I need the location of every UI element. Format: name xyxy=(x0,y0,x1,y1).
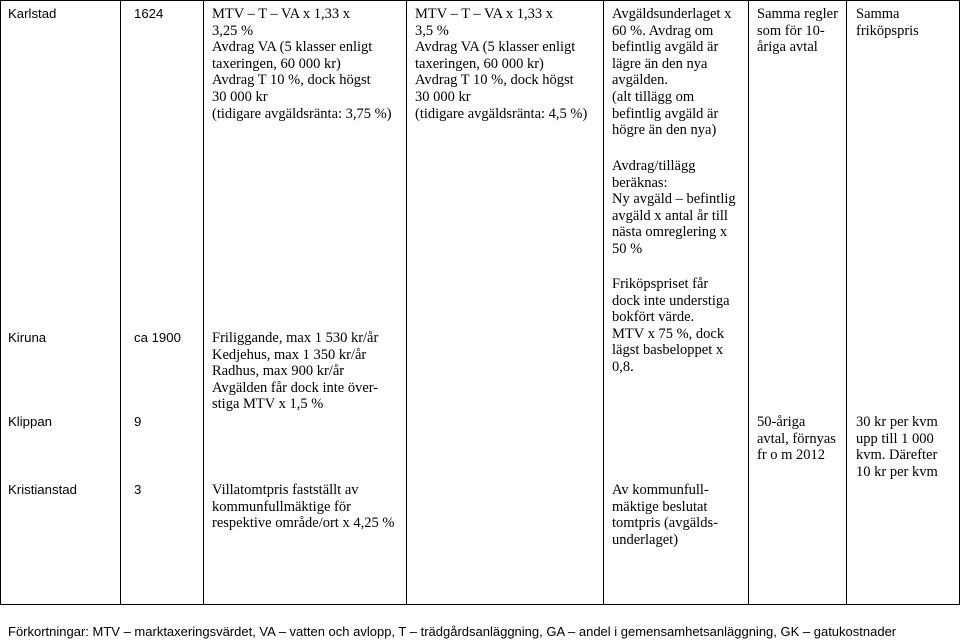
table-cell-transition-calc: Avdrag/tillägg beräknas: Ny avgäld – befintlig avgäld x antal år till nästa omreglering x 50 % xyxy=(612,158,736,257)
table-cell-other-agreements: 50-åriga avtal, förnyas fr o m 2012 xyxy=(757,414,836,464)
table-cell-municipality: Kiruna xyxy=(8,330,47,345)
table-cell-current-rules: Friliggande, max 1 530 kr/år Kedjehus, max 1 350 kr/år Radhus, max 900 kr/år Avgälden får dock inte över- stiga MTV x 1,5 % xyxy=(212,330,379,413)
table-cell-count: 3 xyxy=(134,482,142,497)
table-cell-redemption-price: 30 kr per kvm upp till 1 000 kvm. Därefter 10 kr per kvm xyxy=(856,414,938,480)
table-cell-new-rules: MTV – T – VA x 1,33 x 3,5 % Avdrag VA (5 klasser enligt taxeringen, 60 000 kr) Avdrag T 10 %, dock högst 30 000 kr (tidigare avgäldsränta: 4,5 %) xyxy=(415,6,588,122)
table-cell-transition: Friköpspriset får dock inte understiga bokfört värde. MTV x 75 %, dock lägst basbeloppet x 0,8. xyxy=(612,276,730,375)
table-cell-transition: Avgäldsunderlaget x 60 %. Avdrag om befintlig avgäld är lägre än den nya avgälden. (alt tillägg om befintlig avgäld är högre än den nya) xyxy=(612,6,732,139)
table-cell-current-rules: Villatomtpris fastställt av kommunfullmäktige för respektive område/ort x 4,25 % xyxy=(212,482,395,532)
table-border-left xyxy=(0,0,1,604)
footnote-abbreviations: Förkortningar: MTV – marktaxeringsvärdet, VA – vatten och avlopp, T – trädgårdsanläggning, GA – andel i gemensamhetsanläggning, GK – gatukostnader xyxy=(8,624,897,639)
table-cell-count: 1624 xyxy=(134,6,164,21)
column-divider xyxy=(120,0,121,604)
table-cell-other-agreements: Samma regler som för 10- åriga avtal xyxy=(757,6,838,56)
table-border-top xyxy=(0,0,960,1)
column-divider xyxy=(748,0,749,604)
table-border-bottom xyxy=(0,604,960,605)
table-cell-count: ca 1900 xyxy=(134,330,181,345)
table-cell-municipality: Klippan xyxy=(8,414,52,429)
table-cell-count: 9 xyxy=(134,414,142,429)
table-cell-municipality: Karlstad xyxy=(8,6,57,21)
column-divider xyxy=(203,0,204,604)
column-divider xyxy=(406,0,407,604)
column-divider xyxy=(846,0,847,604)
table-cell-redemption-price: Samma friköpspris xyxy=(856,6,919,39)
column-divider xyxy=(603,0,604,604)
table-cell-current-rules: MTV – T – VA x 1,33 x 3,25 % Avdrag VA (5 klasser enligt taxeringen, 60 000 kr) Avdrag T 10 %, dock högst 30 000 kr (tidigare avgäldsränta: 3,75 %) xyxy=(212,6,392,122)
table-cell-municipality: Kristianstad xyxy=(8,482,77,497)
table-cell-transition: Av kommunfull- mäktige beslutat tomtpris (avgälds- underlaget) xyxy=(612,482,718,548)
